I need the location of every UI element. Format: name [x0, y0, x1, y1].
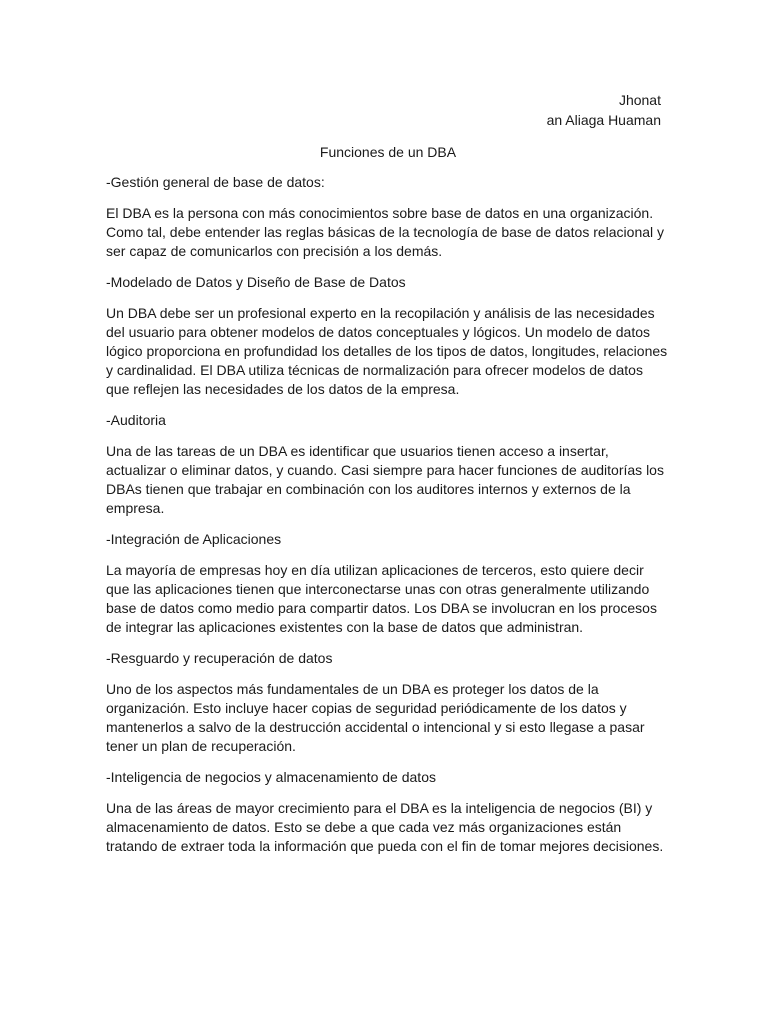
paragraph-line: organización. Esto incluye hacer copias de seguridad periódicamente de los datos y: [106, 700, 627, 716]
paragraph-line: tener un plan de recuperación.: [106, 738, 296, 754]
document-body: [106, 173, 666, 868]
paragraph-line: lógico proporciona en profundidad los detalles de los tipos de datos, longitudes, relaciones: [106, 343, 668, 359]
section-paragraph-integracion: [106, 561, 666, 637]
author-name: [547, 90, 661, 130]
paragraph-line: base de datos como medio para compartir datos. Los DBA se involucran en los procesos: [106, 600, 657, 616]
author-name-line-1: Jhonat: [618, 92, 661, 108]
paragraph-line: de integrar las aplicaciones existentes con la base de datos que administran.: [106, 619, 584, 635]
paragraph-line: empresa.: [106, 500, 165, 516]
section-heading-modelado: -Modelado de Datos y Diseño de Base de Datos: [106, 274, 406, 290]
paragraph-line: El DBA es la persona con más conocimientos sobre base de datos en una organización.: [106, 205, 654, 221]
paragraph-line: mantenerlos a salvo de la destrucción accidental o intencional y si esto llegase a pasar: [106, 719, 645, 735]
section-paragraph-inteligencia: [106, 799, 666, 856]
paragraph-line: actualizar o eliminar datos, y cuando. Casi siempre para hacer funciones de auditorías los: [106, 462, 664, 478]
paragraph-line: del usuario para obtener modelos de datos conceptuales y lógicos. Un modelo de datos: [106, 324, 651, 340]
section-paragraph-auditoria: [106, 442, 666, 518]
section-heading-resguardo: -Resguardo y recuperación de datos: [106, 650, 333, 666]
paragraph-line: que las aplicaciones tienen que interconectarse unas con otras generalmente utilizando: [106, 581, 650, 597]
paragraph-line: La mayoría de empresas hoy en día utilizan aplicaciones de terceros, esto quiere decir: [106, 562, 644, 578]
section-heading-inteligencia: -Inteligencia de negocios y almacenamiento de datos: [106, 769, 436, 785]
paragraph-line: Uno de los aspectos más fundamentales de un DBA es proteger los datos de la: [106, 681, 599, 697]
paragraph-line: ser capaz de comunicarlos con precisión a los demás.: [106, 243, 443, 259]
paragraph-line: Como tal, debe entender las reglas básicas de la tecnología de base de datos relacional y: [106, 224, 665, 240]
paragraph-line: DBAs tienen que trabajar en combinación con los auditores internos y externos de la: [106, 481, 631, 497]
paragraph-line: Un DBA debe ser un profesional experto en la recopilación y análisis de las necesidades: [106, 305, 655, 321]
section-paragraph-gestion: [106, 204, 666, 261]
section-heading-integracion: -Integración de Aplicaciones: [106, 531, 282, 547]
paragraph-line: y cardinalidad. El DBA utiliza técnicas de normalización para ofrecer modelos de datos: [106, 362, 643, 378]
paragraph-line: Una de las áreas de mayor crecimiento para el DBA es la inteligencia de negocios (BI) y: [106, 800, 653, 816]
paragraph-line: tratando de extraer toda la información que pueda con el fin de tomar mejores decisiones.: [106, 838, 664, 854]
paragraph-line: que reflejen las necesidades de los datos de la empresa.: [106, 381, 460, 397]
paragraph-line: almacenamiento de datos. Esto se debe a que cada vez más organizaciones están: [106, 819, 622, 835]
document-title: Funciones de un DBA: [319, 144, 457, 160]
section-paragraph-resguardo: [106, 680, 666, 756]
section-paragraph-modelado: [106, 304, 666, 399]
section-heading-gestion: -Gestión general de base de datos:: [106, 174, 325, 190]
author-name-line-2: an Aliaga Huaman: [546, 112, 661, 128]
section-heading-auditoria: -Auditoria: [106, 412, 166, 428]
paragraph-line: Una de las tareas de un DBA es identificar que usuarios tienen acceso a insertar,: [106, 443, 609, 459]
